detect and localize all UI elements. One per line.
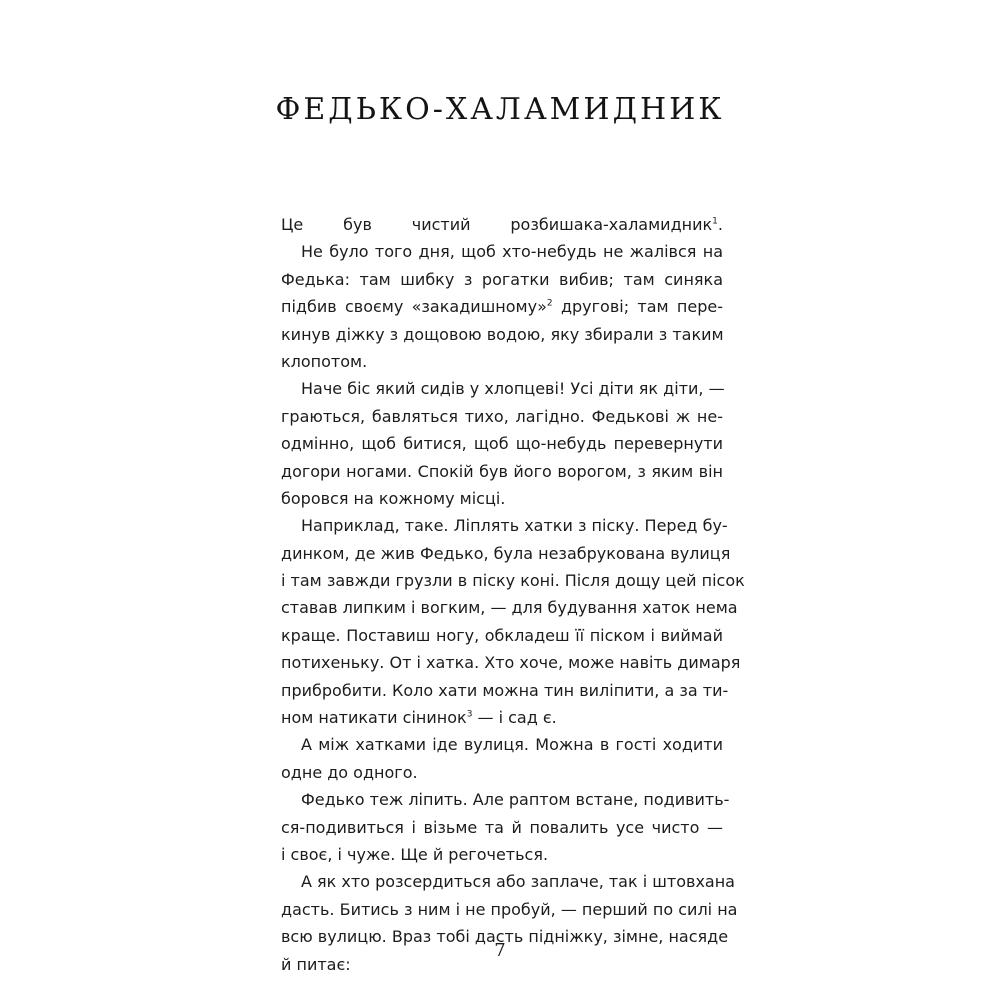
body-text [281,211,745,978]
chapter-title: ФЕДЬКО-ХАЛАМИДНИК [275,92,725,127]
text-line [281,594,738,621]
text-line [281,622,723,649]
line-text: клопотом. [281,351,368,371]
line-text: прибробити. Коло хати можна тин виліпити, а за ти- [281,680,729,700]
line-text: всю вулицю. Враз тобі дасть підніжку, зімне, насяде [281,927,729,947]
line-text: й питає: [281,954,351,974]
line-text: і там завжди грузли в піску коні. Після дощу цей пісок [281,571,745,591]
text-line [281,211,723,238]
text-line [281,321,723,348]
text-line [281,704,723,731]
line-text: догори ногами. Спокій був його ворогом, з яким він [281,461,723,481]
text-line [281,403,723,430]
line-text: одне до одного. [281,762,418,782]
text-line [281,677,729,704]
text-line [281,512,728,539]
line-text: граються, бавляться тихо, лагідно. Федькові ж не- [281,406,723,426]
text-line [281,485,723,512]
text-line [281,348,723,375]
footnote-marker: 3 [466,709,473,720]
line-text: Наприклад, таке. Ліплять хатки з піску. Перед бу- [301,516,728,536]
footnote-marker: 1 [712,216,718,227]
text-line [281,841,723,868]
text-line [281,266,723,293]
text-line [281,868,735,895]
text-line [281,293,723,320]
line-text: другові; там пере- [552,297,723,317]
line-text: Не було того дня, щоб хто-небудь не жалівся на [301,242,723,262]
text-line [281,786,730,813]
line-text: одмінно, щоб битися, щоб що-небудь перевернути [281,434,723,454]
line-text: динком, де жив Федько, була незабрукована вулиця [281,543,731,563]
text-line [281,540,731,567]
line-text: Це був чистий розбишака-халамидник [281,215,713,234]
text-line [281,649,741,676]
text-line [281,458,723,485]
footnote-marker: 2 [546,298,553,309]
text-line [281,814,723,841]
line-text: потихеньку. От і хатка. Хто хоче, може навіть димаря [281,653,741,673]
text-line [281,238,723,265]
line-text: ся-подивиться і візьме та й повалить усе чисто — [281,817,723,837]
line-text: А як хто розсердиться або заплаче, так і штовхана [301,872,735,892]
line-text: Федька: там шибку з рогатки вибив; там синяка [281,269,723,289]
line-text: Федько теж ліпить. Але раптом встане, подивить- [301,790,730,810]
line-text: і своє, і чуже. Ще й регочеться. [281,844,549,864]
text-line [281,375,723,402]
line-text: краще. Поставиш ногу, обкладеш її піском і виймай [281,625,723,645]
line-text: А між хатками іде вулиця. Можна в гості ходити [301,735,723,755]
line-text: дасть. Битись з ним і не пробуй, — перший по силі на [281,899,738,919]
line-text: ном натикати сінинок [281,708,467,728]
text-line [281,759,723,786]
text-line [281,430,723,457]
line-text: . [717,215,723,234]
text-line [281,731,723,758]
line-text: — і сад є. [472,708,557,728]
text-line [281,567,745,594]
line-text: Наче біс який сидів у хлопцеві! Усі діти як діти, — [301,379,725,399]
text-line [281,896,738,923]
line-text: підбив своєму «закадишному» [281,297,547,317]
line-text: кинув діжку з дощовою водою, яку збирали з таким [281,324,724,344]
line-text: ставав липким і вогким, — для будування хаток нема [281,598,738,618]
page-number: 7 [494,940,506,961]
line-text: боровся на кожному місці. [281,488,506,508]
